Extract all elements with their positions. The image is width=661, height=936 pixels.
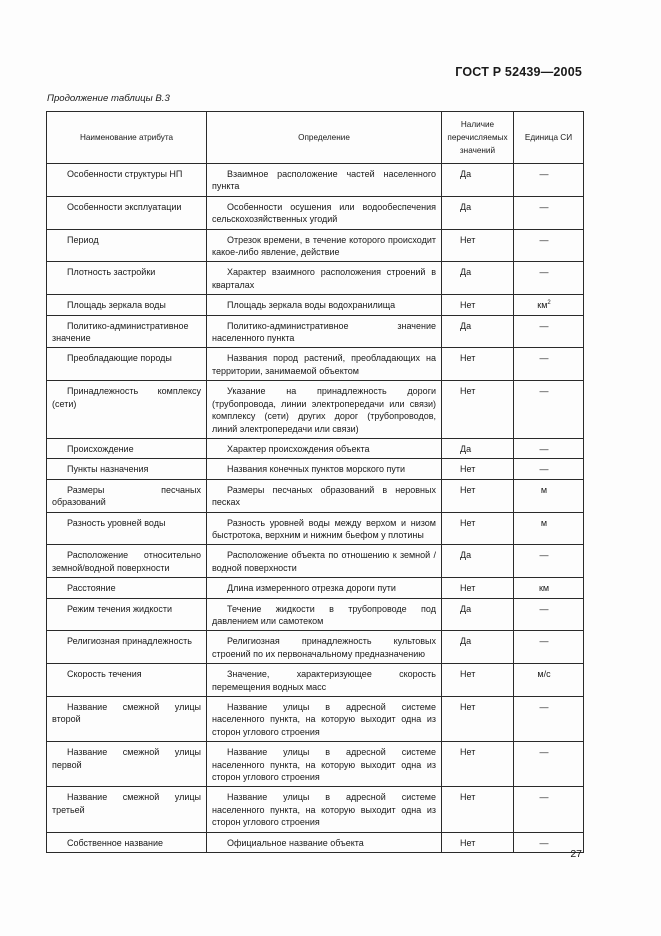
definition-cell	[207, 631, 442, 664]
definition-cell	[207, 315, 442, 348]
presence-cell	[442, 697, 514, 742]
attribute-name-cell	[47, 598, 207, 631]
presence-cell	[442, 381, 514, 439]
unit-cell-text: —	[539, 353, 549, 364]
definition-cell-text: Длина измеренного отрезка дороги пути	[227, 583, 396, 594]
attribute-name-cell	[47, 459, 207, 479]
unit-cell	[514, 697, 584, 742]
definition-cell	[207, 832, 442, 852]
definition-cell-text: Характер происхождения объекта	[227, 443, 370, 454]
attribute-name-cell	[47, 438, 207, 458]
table-row	[47, 348, 584, 381]
definition-cell-text: Значение, характеризующее скорость перемещения водных масс	[212, 669, 436, 692]
unit-cell-text: —	[539, 386, 549, 397]
presence-cell	[442, 196, 514, 229]
unit-cell	[514, 315, 584, 348]
presence-cell-text: Да	[460, 201, 472, 212]
definition-cell-text: Названия конечных пунктов морского пути	[227, 464, 405, 475]
definition-cell-text: Разность уровней воды между верхом и низом быстротока, верхним и нижним бьефом у плотины	[212, 517, 436, 540]
table-row	[47, 832, 584, 852]
presence-cell-text: Нет	[460, 792, 476, 803]
attribute-name-cell	[47, 315, 207, 348]
attribute-name-cell-text: Плотность застройки	[67, 267, 156, 278]
attribute-name-cell	[47, 164, 207, 197]
presence-cell-text: Нет	[460, 386, 476, 397]
unit-cell-text: —	[539, 169, 549, 179]
unit-cell	[514, 196, 584, 229]
definition-cell	[207, 664, 442, 697]
attribute-name-cell-text: Религиозная принадлежность	[67, 636, 192, 647]
presence-cell-text: Да	[460, 443, 472, 454]
definition-cell	[207, 479, 442, 512]
attribute-name-cell-text: Название смежной улицы второй	[52, 702, 201, 725]
definition-cell-text: Политико-административное значение населенного пункта	[212, 320, 436, 344]
table-body	[47, 164, 584, 853]
definition-cell	[207, 545, 442, 578]
table-row	[47, 229, 584, 262]
presence-cell-text: Нет	[460, 669, 476, 680]
table-row	[47, 697, 584, 742]
presence-cell	[442, 598, 514, 631]
table-row	[47, 512, 584, 545]
definition-cell-text: Официальное название объекта	[227, 837, 364, 848]
attribute-name-cell	[47, 479, 207, 512]
definition-cell-text: Площадь зеркала воды водохранилища	[227, 300, 396, 311]
attribute-name-cell	[47, 664, 207, 697]
attribute-name-cell-text: Расстояние	[67, 583, 116, 594]
attribute-name-cell	[47, 512, 207, 545]
table-row	[47, 598, 584, 631]
attribute-name-cell-text: Принадлежность комплексу (сети)	[52, 386, 201, 409]
attribute-name-cell-text: Режим течения жидкости	[67, 603, 173, 614]
presence-cell	[442, 512, 514, 545]
table-caption: Продолжение таблицы В.3	[47, 93, 170, 104]
unit-cell-text: —	[539, 792, 549, 803]
unit-cell	[514, 742, 584, 787]
attribute-name-cell	[47, 631, 207, 664]
definition-cell	[207, 578, 442, 598]
unit-cell-text: —	[539, 550, 549, 561]
presence-cell-text: Да	[460, 320, 472, 331]
definition-cell	[207, 164, 442, 197]
unit-cell-text: —	[539, 702, 549, 712]
attribute-name-cell	[47, 229, 207, 262]
attribute-name-cell-text: Происхождение	[67, 443, 134, 454]
table-row	[47, 164, 584, 197]
definition-cell	[207, 438, 442, 458]
unit-cell	[514, 545, 584, 578]
presence-cell	[442, 545, 514, 578]
definition-cell	[207, 381, 442, 439]
presence-cell	[442, 295, 514, 315]
unit-cell-text: м	[540, 484, 548, 495]
attribute-name-cell	[47, 832, 207, 852]
presence-cell	[442, 479, 514, 512]
presence-cell	[442, 459, 514, 479]
unit-cell-text: —	[539, 603, 549, 614]
attribute-name-cell	[47, 295, 207, 315]
definition-cell-text: Название улицы в адресной системе населенного пункта, на которую выходит одна из сторон углового строения	[212, 747, 436, 783]
table-row	[47, 742, 584, 787]
attribute-name-cell-text: Политико-административное значение	[52, 320, 189, 344]
table-row	[47, 438, 584, 458]
unit-cell-text: —	[539, 320, 549, 331]
attribute-name-cell	[47, 545, 207, 578]
attribute-name-cell	[47, 742, 207, 787]
presence-cell-text: Нет	[460, 484, 476, 495]
presence-cell	[442, 229, 514, 262]
unit-cell	[514, 664, 584, 697]
table-row	[47, 459, 584, 479]
attribute-name-cell-text: Период	[67, 234, 99, 245]
column-header-presence: Наличие перечисляемых значений	[442, 112, 514, 164]
attribute-name-cell-text: Собственное название	[67, 837, 164, 848]
document-header: ГОСТ Р 52439—2005	[455, 65, 582, 79]
unit-cell	[514, 459, 584, 479]
definition-cell-text: Особенности осушения или водообеспечения сельскохозяйственных угодий	[212, 201, 436, 225]
table-row	[47, 262, 584, 295]
unit-cell-text: —	[539, 443, 549, 454]
unit-cell	[514, 164, 584, 197]
attribute-name-cell	[47, 381, 207, 439]
definition-cell-text: Указание на принадлежность дороги (трубопровода, линии электропередачи или связи) комплексу (сети) других дорог (трубопроводов, линий электропередачи или связи)	[212, 386, 436, 434]
unit-cell	[514, 348, 584, 381]
column-header-name: Наименование атрибута	[47, 112, 207, 164]
presence-cell	[442, 787, 514, 832]
attribute-name-cell	[47, 196, 207, 229]
table-row	[47, 787, 584, 832]
table-row	[47, 664, 584, 697]
table-row	[47, 381, 584, 439]
presence-cell-text: Нет	[460, 517, 476, 528]
presence-cell-text: Да	[460, 636, 472, 647]
attribute-name-cell	[47, 787, 207, 832]
unit-cell	[514, 578, 584, 598]
unit-cell-text: —	[539, 837, 549, 848]
unit-cell	[514, 787, 584, 832]
presence-cell	[442, 578, 514, 598]
unit-cell-text: км	[538, 583, 550, 594]
unit-cell-text: км	[537, 300, 548, 311]
definition-cell	[207, 512, 442, 545]
unit-superscript: 2	[547, 300, 551, 307]
presence-cell	[442, 742, 514, 787]
definition-cell	[207, 348, 442, 381]
attribute-name-cell	[47, 348, 207, 381]
definition-cell-text: Отрезок времени, в течение которого происходит какое-либо явление, действие	[212, 234, 436, 258]
attribute-name-cell-text: Название смежной улицы первой	[52, 747, 201, 770]
unit-cell	[514, 295, 584, 315]
presence-cell-text: Да	[460, 267, 472, 278]
attribute-name-cell-text: Название смежной улицы третьей	[52, 792, 201, 815]
presence-cell	[442, 262, 514, 295]
definition-cell-text: Религиозная принадлежность культовых строений по их первоначальному предназначению	[212, 636, 436, 659]
presence-cell-text: Нет	[460, 583, 476, 594]
definition-cell	[207, 295, 442, 315]
table-header-row	[47, 112, 584, 164]
definition-cell-text: Характер взаимного расположения строений в кварталах	[212, 267, 436, 290]
definition-cell	[207, 742, 442, 787]
presence-cell-text: Нет	[460, 747, 476, 758]
attribute-name-cell-text: Преобладающие породы	[67, 353, 172, 364]
presence-cell-text: Да	[460, 603, 472, 614]
attribute-name-cell-text: Скорость течения	[67, 669, 142, 680]
attribute-name-cell	[47, 262, 207, 295]
attribute-name-cell-text: Размеры песчаных образований	[52, 484, 201, 508]
definition-cell	[207, 598, 442, 631]
table-row	[47, 578, 584, 598]
definition-cell-text: Течение жидкости в трубопроводе под давлением или самотеком	[212, 603, 436, 626]
definition-cell	[207, 787, 442, 832]
presence-cell	[442, 664, 514, 697]
unit-cell	[514, 479, 584, 512]
attribute-name-cell-text: Пункты назначения	[67, 464, 149, 475]
definition-cell	[207, 697, 442, 742]
presence-cell-text: Нет	[460, 837, 476, 848]
unit-cell	[514, 381, 584, 439]
page-number: 27	[570, 848, 582, 860]
table-row	[47, 631, 584, 664]
attribute-name-cell	[47, 578, 207, 598]
unit-cell-text: —	[539, 636, 549, 647]
unit-cell-text: —	[539, 464, 549, 475]
attribute-table	[46, 111, 584, 853]
unit-cell-text: —	[539, 201, 549, 212]
presence-cell	[442, 164, 514, 197]
presence-cell	[442, 832, 514, 852]
attribute-name-cell	[47, 697, 207, 742]
presence-cell-text: Нет	[460, 234, 476, 245]
attribute-name-cell-text: Расположение относительно земной/водной поверхности	[52, 550, 201, 573]
unit-cell-text: м	[540, 517, 548, 528]
table-row	[47, 196, 584, 229]
definition-cell-text: Расположение объекта по отношению к земной /водной поверхности	[212, 550, 436, 573]
presence-cell	[442, 631, 514, 664]
attribute-name-cell-text: Особенности структуры НП	[67, 169, 183, 179]
definition-cell-text: Названия пород растений, преобладающих на территории, занимаемой объектом	[212, 353, 436, 376]
definition-cell-text: Название улицы в адресной системе населенного пункта, на которую выходит одна из сторон углового строения	[212, 792, 436, 828]
unit-cell	[514, 631, 584, 664]
presence-cell-text: Нет	[460, 300, 476, 311]
attribute-name-cell-text: Площадь зеркала воды	[67, 300, 166, 311]
unit-cell	[514, 512, 584, 545]
definition-cell	[207, 262, 442, 295]
table-row	[47, 545, 584, 578]
unit-cell	[514, 229, 584, 262]
definition-cell-text: Название улицы в адресной системе населенного пункта, на которую выходит одна из сторон углового строения	[212, 702, 436, 737]
column-header-definition: Определение	[207, 112, 442, 164]
attribute-name-cell-text: Особенности эксплуатации	[67, 201, 182, 212]
definition-cell	[207, 196, 442, 229]
presence-cell-text: Нет	[460, 353, 476, 364]
presence-cell	[442, 348, 514, 381]
definition-cell	[207, 459, 442, 479]
table-row	[47, 479, 584, 512]
table-row	[47, 295, 584, 315]
unit-cell	[514, 598, 584, 631]
presence-cell-text: Нет	[460, 464, 476, 475]
attribute-name-cell-text: Разность уровней воды	[67, 517, 166, 528]
definition-cell	[207, 229, 442, 262]
unit-cell-text: —	[539, 234, 549, 245]
presence-cell-text: Да	[460, 169, 472, 179]
unit-cell	[514, 438, 584, 458]
definition-cell-text: Размеры песчаных образований в неровных песках	[212, 484, 436, 508]
definition-cell-text: Взаимное расположение частей населенного пункта	[212, 169, 436, 192]
unit-cell-text: —	[539, 747, 549, 758]
presence-cell	[442, 438, 514, 458]
unit-cell-text: м/с	[537, 669, 551, 680]
unit-cell-text: —	[539, 267, 549, 278]
presence-cell	[442, 315, 514, 348]
column-header-unit: Единица СИ	[514, 112, 584, 164]
presence-cell-text: Нет	[460, 702, 476, 712]
unit-cell	[514, 262, 584, 295]
presence-cell-text: Да	[460, 550, 472, 561]
table-row	[47, 315, 584, 348]
